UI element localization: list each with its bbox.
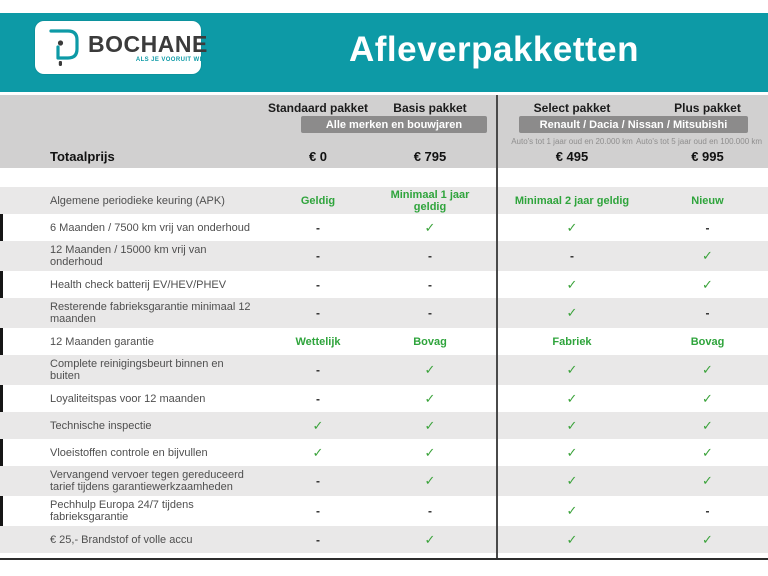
feature-label: Complete reinigingsbeurt binnen en buiten (50, 358, 224, 382)
check-icon: ✓ (702, 473, 713, 488)
feature-value-text: Bovag (413, 335, 447, 348)
brand-name: BOCHANE (88, 30, 208, 57)
dash-mark: - (316, 474, 320, 488)
column-title-plus: Plus pakket (674, 101, 741, 115)
check-icon: ✓ (424, 531, 436, 547)
logo-text (88, 30, 208, 63)
table-row (0, 355, 768, 385)
bochane-b-icon (48, 23, 82, 72)
feature-value-text: Fabriek (552, 335, 592, 348)
check-icon: ✓ (566, 473, 578, 488)
feature-label: Algemene periodieke keuring (APK) (50, 194, 225, 207)
table-row (0, 466, 768, 496)
check-icon: ✓ (702, 390, 713, 406)
column-title-basis: Basis pakket (393, 101, 467, 115)
check-icon: ✓ (702, 248, 713, 263)
check-icon: ✓ (312, 444, 324, 460)
table-row (0, 187, 768, 214)
price-plus: € 995 (691, 148, 724, 164)
total-price-label: Totaalprijs (50, 148, 115, 164)
check-icon: ✓ (702, 531, 713, 547)
page-title: Afleverpakketten (348, 30, 640, 69)
feature-label: Vloeistoffen controle en bijvullen (50, 446, 208, 459)
table-row (0, 241, 768, 271)
table-row (0, 271, 768, 298)
feature-label: Resterende fabrieksgarantie minimaal 12 maanden (50, 301, 251, 325)
table-row (0, 214, 768, 241)
dash-mark: - (316, 249, 320, 263)
dash-mark: - (705, 220, 710, 235)
table-row (0, 412, 768, 439)
price-standaard: € 0 (308, 148, 328, 164)
dash-mark: - (316, 277, 320, 292)
feature-label: Pechhulp Europa 24/7 tijdens fabrieksgarantie (50, 499, 194, 523)
table-row (0, 439, 768, 466)
check-icon: ✓ (424, 219, 436, 235)
table-row (0, 328, 768, 355)
table-row (0, 496, 768, 526)
feature-label: Technische inspectie (50, 419, 152, 432)
feature-value-text: Wettelijk (295, 335, 341, 348)
brand-tagline: ALS JE VOORUIT WIL. (135, 56, 208, 63)
check-icon: ✓ (702, 362, 713, 377)
feature-value-text: Geldig (300, 194, 336, 207)
dash-mark: - (428, 306, 432, 320)
feature-label: Vervangend vervoer tegen gereduceerd tarief tijdens garantiewerkzaamheden (50, 469, 244, 493)
package-header-band (0, 95, 768, 168)
feature-value-text: Nieuw (691, 194, 724, 207)
feature-label: 6 Maanden / 7500 km vrij van onderhoud (50, 221, 250, 234)
dash-mark: - (705, 306, 710, 320)
column-title-standaard: Standaard pakket (267, 101, 369, 115)
feature-rows (0, 187, 768, 553)
table-row (0, 385, 768, 412)
dash-mark: - (316, 532, 320, 547)
total-price-row (0, 146, 768, 166)
feature-label: 12 Maanden / 15000 km vrij van onderhoud (50, 244, 207, 268)
check-icon: ✓ (566, 219, 578, 235)
brands-badge-renault-group: Renault / Dacia / Nissan / Mitsubishi (519, 116, 748, 133)
price-select: € 495 (555, 148, 589, 164)
check-icon: ✓ (566, 276, 578, 292)
column-title-select: Select pakket (533, 101, 611, 115)
dash-mark: - (428, 277, 432, 292)
check-icon: ✓ (702, 276, 713, 292)
plus-age-note: Auto's tot 5 jaar oud en 100.000 km (635, 137, 763, 146)
dash-mark: - (705, 504, 710, 518)
feature-value-text: Minimaal 1 jaar geldig (390, 188, 470, 213)
label-column-spacer (0, 101, 258, 115)
group-divider-line (496, 95, 498, 559)
dash-mark: - (570, 249, 574, 263)
check-icon: ✓ (424, 444, 436, 460)
feature-label: 12 Maanden garantie (50, 335, 154, 348)
check-icon: ✓ (566, 444, 578, 460)
check-icon: ✓ (566, 390, 578, 406)
dash-mark: - (316, 363, 320, 377)
select-age-note: Auto's tot 1 jaar oud en 20.000 km (511, 137, 633, 146)
feature-label: Health check batterij EV/HEV/PHEV (50, 278, 227, 291)
feature-label: € 25,- Brandstof of volle accu (50, 533, 193, 546)
dash-mark: - (428, 504, 432, 518)
check-icon: ✓ (566, 417, 578, 433)
feature-label: Loyaliteitspas voor 12 maanden (50, 392, 206, 405)
table-row (0, 526, 768, 553)
check-icon: ✓ (566, 305, 578, 320)
check-icon: ✓ (424, 473, 436, 488)
check-icon: ✓ (312, 417, 324, 433)
brands-badge-all: Alle merken en bouwjaren (301, 116, 487, 133)
check-icon: ✓ (702, 417, 713, 433)
check-icon: ✓ (424, 390, 436, 406)
check-icon: ✓ (424, 417, 436, 433)
check-icon: ✓ (566, 503, 578, 518)
check-icon: ✓ (424, 362, 436, 377)
package-titles-row (0, 101, 768, 115)
dash-mark: - (316, 306, 320, 320)
dash-mark: - (428, 249, 432, 263)
check-icon: ✓ (566, 362, 578, 377)
bochane-logo (35, 21, 208, 74)
dash-mark: - (316, 391, 320, 406)
group-gap (482, 101, 497, 115)
feature-value-text: Bovag (690, 335, 725, 348)
table-row (0, 298, 768, 328)
feature-value-text: Minimaal 2 jaar geldig (514, 194, 630, 207)
price-basis: € 795 (413, 148, 447, 164)
check-icon: ✓ (566, 531, 578, 547)
header-band (0, 13, 768, 92)
check-icon: ✓ (702, 444, 713, 460)
bottom-border-line (0, 558, 768, 560)
dash-mark: - (316, 220, 320, 235)
dash-mark: - (316, 504, 320, 518)
